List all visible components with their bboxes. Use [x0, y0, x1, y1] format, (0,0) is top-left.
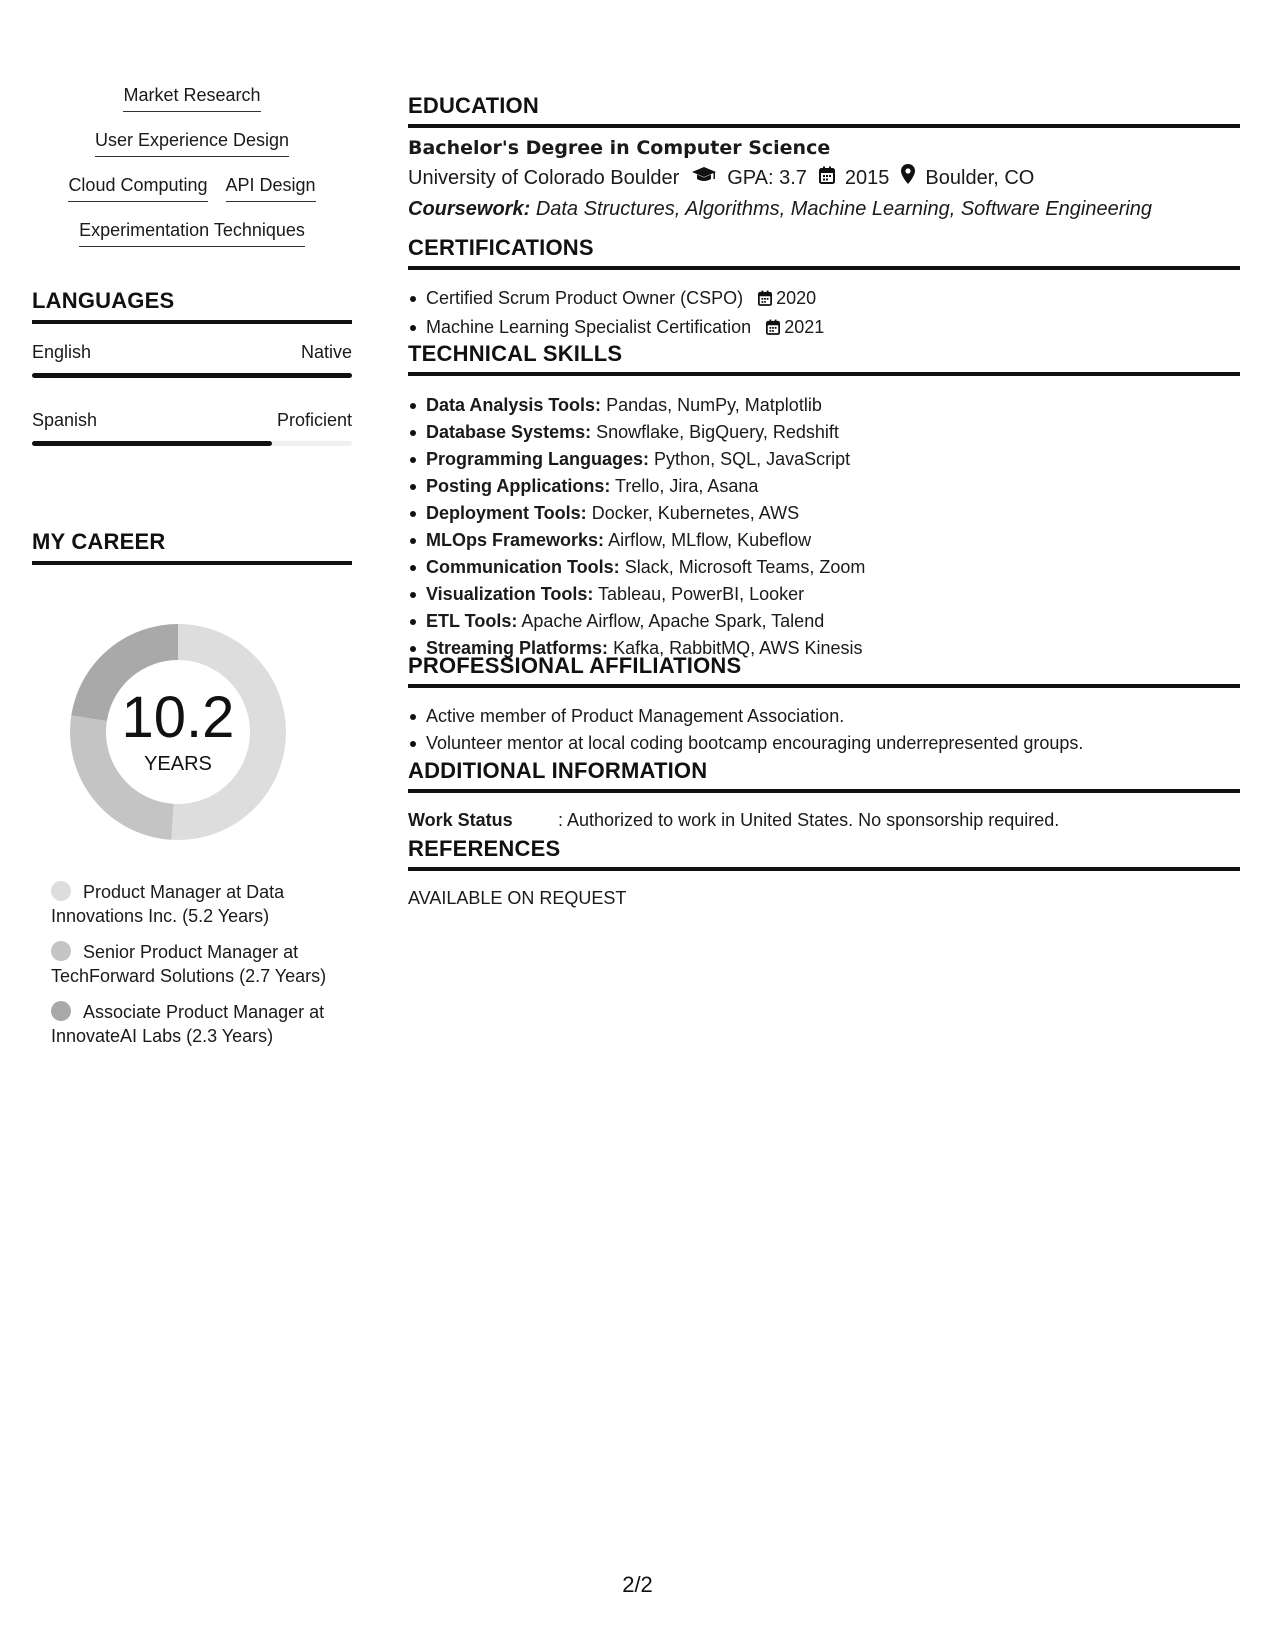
career-role: Associate Product Manager at InnovateAI Labs (2.3 Years) — [51, 1002, 325, 1046]
calendar-icon — [766, 316, 780, 343]
skill-item — [408, 473, 1240, 500]
language-level: Proficient — [276, 410, 352, 430]
technical-skills-heading: TECHNICAL SKILLS — [408, 341, 1240, 376]
skill-row — [32, 129, 352, 174]
skill-values: Slack, Microsoft Teams, Zoom — [624, 557, 866, 577]
legend-dot — [51, 1001, 71, 1021]
skill-category: ETL Tools: — [426, 611, 518, 631]
skill-category: Streaming Platforms: — [426, 638, 609, 658]
language-row-spanish — [32, 410, 352, 446]
legend-dot — [51, 881, 71, 901]
skill-values: Docker, Kubernetes, AWS — [591, 503, 800, 523]
career-total-unit: YEARS — [144, 753, 212, 775]
skill-values: Trello, Jira, Asana — [615, 476, 759, 496]
calendar-icon — [758, 287, 772, 314]
page-number: 2/2 — [622, 1572, 653, 1597]
certification-year: 2020 — [776, 288, 817, 308]
coursework-label: Coursework: — [408, 198, 531, 220]
skill-tag: Market Research — [123, 84, 260, 112]
language-name: Spanish — [32, 410, 98, 430]
career-donut-chart — [66, 620, 290, 844]
references-text: AVAILABLE ON REQUEST — [408, 888, 627, 908]
skill-category: Posting Applications: — [426, 476, 611, 496]
skill-row — [32, 174, 352, 219]
skill-row — [32, 219, 352, 264]
skill-values: Tableau, PowerBI, Looker — [598, 584, 805, 604]
gpa: GPA: 3.7 — [727, 167, 807, 189]
technical-skills-list — [408, 392, 1240, 662]
skill-tag: API Design — [226, 174, 316, 202]
skill-item — [408, 527, 1240, 554]
skill-values: Airflow, MLflow, Kubeflow — [608, 530, 812, 550]
skill-values: Kafka, RabbitMQ, AWS Kinesis — [613, 638, 863, 658]
skill-item — [408, 608, 1240, 635]
skill-item — [408, 500, 1240, 527]
references-heading: REFERENCES — [408, 836, 1240, 871]
career-role: Senior Product Manager at TechForward Solutions (2.7 Years) — [51, 942, 327, 986]
skill-item — [408, 581, 1240, 608]
certification-year: 2021 — [784, 317, 825, 337]
certification-name: Machine Learning Specialist Certification — [426, 317, 752, 337]
career-role: Product Manager at Data Innovations Inc. (5.2 Years) — [51, 882, 285, 926]
affiliations-heading: PROFESSIONAL AFFILIATIONS — [408, 653, 1240, 688]
language-proficiency-bar — [32, 373, 352, 378]
school-location: Boulder, CO — [925, 167, 1035, 189]
skill-tag: User Experience Design — [95, 129, 289, 157]
career-legend — [51, 880, 341, 1060]
language-proficiency-bar — [32, 441, 352, 446]
skill-item — [408, 446, 1240, 473]
skill-tag: Cloud Computing — [68, 174, 207, 202]
certification-item — [408, 314, 1240, 343]
graduation-cap-icon — [691, 162, 717, 194]
graduation-year: 2015 — [844, 167, 890, 189]
career-total-years: 10.2 — [121, 685, 235, 750]
skill-category: MLOps Frameworks: — [426, 530, 605, 550]
certification-name: Certified Scrum Product Owner (CSPO) — [426, 288, 744, 308]
affiliation-item: Active member of Product Management Association. — [408, 703, 1240, 730]
additional-info-heading: ADDITIONAL INFORMATION — [408, 758, 1240, 793]
skill-values: Pandas, NumPy, Matplotlib — [606, 395, 822, 415]
skill-row — [32, 84, 352, 129]
education-heading: EDUCATION — [408, 93, 1240, 128]
legend-dot — [51, 941, 71, 961]
skill-values: Apache Airflow, Apache Spark, Talend — [521, 611, 825, 631]
skill-item — [408, 554, 1240, 581]
certifications-heading: CERTIFICATIONS — [408, 235, 1240, 270]
language-proficiency-fill — [32, 441, 272, 446]
work-status-row — [408, 808, 1240, 832]
school-name: University of Colorado Boulder — [408, 167, 680, 189]
work-status-label: Work Status — [408, 810, 513, 830]
education-entry — [408, 134, 1240, 224]
career-legend-item — [51, 880, 341, 928]
skill-values: Python, SQL, JavaScript — [654, 449, 851, 469]
skill-category: Visualization Tools: — [426, 584, 594, 604]
coursework-list: Data Structures, Algorithms, Machine Learning, Software Engineering — [535, 198, 1153, 220]
skill-category: Communication Tools: — [426, 557, 620, 577]
languages-heading: LANGUAGES — [32, 288, 352, 324]
skill-category: Data Analysis Tools: — [426, 395, 602, 415]
degree-title: Bachelor's Degree in Computer Science — [408, 137, 831, 159]
language-level: Native — [300, 342, 352, 362]
certifications-list — [408, 285, 1240, 343]
language-proficiency-fill — [32, 373, 352, 378]
skill-category: Programming Languages: — [426, 449, 650, 469]
coursework — [408, 194, 1240, 224]
language-row-english — [32, 342, 352, 378]
skill-values: Snowflake, BigQuery, Redshift — [596, 422, 839, 442]
affiliation-item: Volunteer mentor at local coding bootcamp encouraging underrepresented groups. — [408, 730, 1240, 757]
map-pin-icon — [901, 162, 915, 194]
skill-category: Deployment Tools: — [426, 503, 587, 523]
career-legend-item — [51, 940, 341, 988]
skill-category: Database Systems: — [426, 422, 592, 442]
work-status-value: : Authorized to work in United States. No sponsorship required. — [558, 810, 1060, 830]
calendar-icon — [819, 162, 835, 194]
skills-tags — [32, 84, 352, 264]
skill-tag: Experimentation Techniques — [79, 219, 305, 247]
language-name: English — [32, 342, 92, 362]
skill-item — [408, 419, 1240, 446]
affiliations-list — [408, 703, 1240, 757]
certification-item — [408, 285, 1240, 314]
skill-item — [408, 392, 1240, 419]
career-legend-item — [51, 1000, 341, 1048]
career-heading: MY CAREER — [32, 529, 352, 565]
